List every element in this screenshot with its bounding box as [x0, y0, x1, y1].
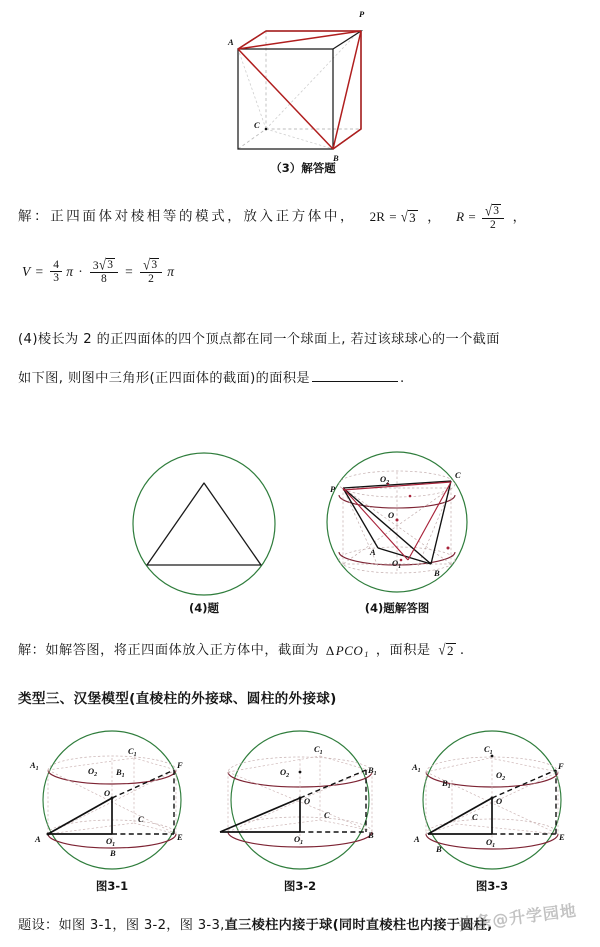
sqrt-2-icon: √ 2 [438, 641, 455, 659]
fig4a-label-a: A [370, 547, 376, 557]
sqrt-3-icon: √ 3 [98, 255, 114, 274]
figure-cube-tetrahedron [228, 4, 378, 162]
equation-R: R = √ 3 2 [456, 204, 506, 231]
circle-outline [133, 453, 275, 595]
pi-symbol: π [167, 263, 175, 279]
figure-3-2 [216, 728, 384, 876]
fig33-label-a: A [414, 834, 420, 844]
figure-cube-caption: （3）解答题 [270, 161, 336, 175]
fig32-label-c1: $C_1$ [314, 744, 323, 756]
figure-4-answer-caption: (4)题解答图 [364, 601, 430, 615]
fig31-label-o1: $O_1$ [106, 836, 116, 848]
fig4a-label-o: O [388, 510, 395, 520]
figure-3-1 [28, 728, 196, 876]
fig31-label-b1: $B_1$ [116, 767, 125, 779]
fig31-label-e: E [177, 832, 183, 842]
answer-blank [312, 370, 398, 382]
fig33-label-o1: $O_1$ [486, 837, 496, 849]
problem-4-line-1: (4)棱长为 2 的正四面体的四个顶点都在同一个球面上, 若过该球球心的一个截面 [18, 332, 500, 347]
figure-3-1-caption: 图3-1 [95, 879, 129, 893]
fig31-label-a: A [35, 834, 41, 844]
solution-2-line: 解：如解答图，将正四面体放入正方体中，截面为 Δ PCO 1 ，面积是 √ 2 . [18, 641, 465, 659]
fig31-label-o: O [104, 788, 111, 798]
fig32-label-o: O [304, 796, 311, 806]
fig33-label-e: E [559, 832, 565, 842]
bottom-text [18, 915, 493, 935]
solution-1-volume-equation: V = $\frac{4}{3}$ π · 3 √ 3 8 = √ 3 2 π [22, 255, 175, 286]
fig33-label-c: C [472, 812, 478, 822]
figure-4-question [128, 448, 280, 600]
figure-3-3 [406, 728, 578, 876]
fig33-label-c1: $C_1$ [484, 744, 493, 756]
fig4a-label-c: C [455, 470, 461, 480]
fig32-label-o1: $O_1$ [294, 834, 304, 846]
triangle-pco1: Δ PCO 1 [325, 642, 370, 659]
equation-2R: 2R = √ 3 [369, 207, 416, 225]
heading-type-3: 类型三、汉堡模型(直棱柱的外接球、圆柱的外接球) [18, 691, 337, 707]
cube-label-b: B [333, 153, 339, 163]
figure-3-3-caption: 图3-3 [475, 879, 509, 893]
fig33-label-b: B [436, 844, 442, 854]
pi-symbol: π [66, 263, 74, 279]
fig31-label-b: B [110, 848, 116, 858]
fig31-label-o2: $O_2$ [88, 766, 98, 778]
figure-4-question-caption: (4)题 [188, 601, 219, 615]
problem-4-line-2: 如下图, 则图中三角形(正四面体的截面)的面积是 . [18, 371, 405, 386]
fraction-sqrt3-over-2: √ 3 2 [482, 204, 504, 231]
fig31-label-c1: $C_1$ [128, 746, 137, 758]
fig4a-label-p: P [330, 484, 336, 494]
sqrt-3-icon: √ 3 [484, 201, 500, 220]
cube-label-p: P [359, 9, 365, 19]
bottom-text-pre: 题设：如图 3-1，图 3-2，图 3-3, [18, 918, 225, 933]
cube-label-c: C [254, 120, 260, 130]
solution-1-line-1: 解：正四面体对棱相等的模式，放入正方体中， 2R = √ 3 ， R = √ 3 2 ， [18, 201, 527, 232]
cube-label-a: A [228, 37, 234, 47]
fig4a-label-o1: $O_1$ [392, 558, 402, 570]
fraction-3sqrt3-over-8: 3 √ 3 8 [90, 258, 118, 285]
fig33-label-o: O [496, 796, 503, 806]
figure-4-answer [318, 448, 476, 600]
solution-1-lead: 解：正四面体对棱相等的模式，放入正方体中， [18, 208, 357, 225]
watermark: 头条@升学园地 [457, 900, 578, 935]
fig32-label-c: C [324, 810, 330, 820]
fraction-4-over-3: $\frac{4}{3}$ [50, 259, 62, 284]
fig33-label-o2: $O_2$ [496, 770, 506, 782]
fig4a-label-b: B [434, 568, 440, 578]
fig4a-label-o2: $O_2$ [380, 474, 390, 486]
fig31-label-c: C [138, 814, 144, 824]
fig33-label-b1: $B_1$ [442, 778, 451, 790]
fig32-label-b: B [368, 830, 374, 840]
sqrt-2-value [438, 643, 456, 659]
bottom-text-bold: 直三棱柱内接于球(同时直棱柱也内接于圆柱, [224, 918, 493, 933]
fig32-label-b1: $B_1$ [368, 765, 377, 777]
fig32-label-o2: $O_2$ [280, 767, 290, 779]
inscribed-triangle [147, 483, 261, 565]
point-O [396, 519, 399, 522]
fraction-sqrt3-over-2: √ 3 2 [140, 258, 162, 285]
fig31-label-a1: $A_1$ [30, 760, 39, 772]
fig33-label-a1: $A_1$ [412, 762, 421, 774]
point-O1 [400, 559, 403, 562]
figure-3-2-caption: 图3-2 [283, 879, 317, 893]
sqrt-3-icon: √ 3 [400, 207, 416, 225]
sqrt-3-icon: √ 3 [142, 255, 158, 274]
fig31-label-f: F [177, 760, 183, 770]
fig33-label-f: F [558, 761, 564, 771]
